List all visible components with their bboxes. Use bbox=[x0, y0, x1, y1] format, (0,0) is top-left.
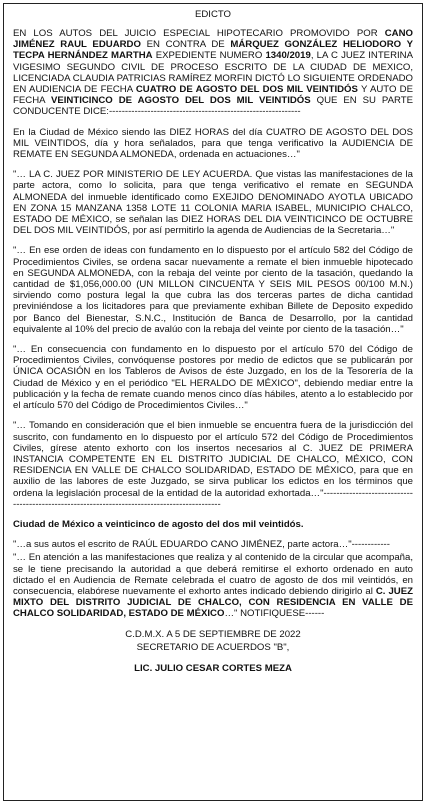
paragraph-publication: "… En consecuencia con fundamento en lo dispuesto por el artículo 570 del Código de Procedimientos Civiles, convóquense postores por medio de edictos que se publicarán por ÚNICA OCASIÓN en los Tableros de Avisos de éste Juzgado, en los de la Tesorería de la Ciudad de México y en el periódico "EL HERALDO DE MÉXICO", debiendo mediar entre la publicación y la fecha de remate cuando menos cinco días hábiles, atento a lo establecido por el artículo 570 del Código de Procedimientos Civiles…" bbox=[13, 344, 413, 412]
notification-text: …" NOTIFIQUESE------ bbox=[224, 608, 325, 620]
paragraph-notification bbox=[13, 552, 413, 619]
notification-text: "… En atención a las manifestaciones que realiza y al contenido de la circular que acompaña, se le tiene precisando la autoridad a que deberá remitirse el exhorto ordenado en auto dictado el en Audiencia de Remate celebrada el cuatro de agosto de dos mil veintidós, en consecuencia, elabórese nuevamente el exhorto antes indicado debiendo dirigirlo al bbox=[13, 552, 413, 597]
case-number: 1340/2019 bbox=[265, 50, 311, 62]
place-date: C.D.M.X. A 5 DE SEPTIEMBRE DE 2022 bbox=[125, 628, 301, 640]
intro-text: EN LOS AUTOS DEL JUICIO ESPECIAL HIPOTECARIO PROMOVIDO POR bbox=[13, 28, 385, 39]
hearing-date: CUATRO DE AGOSTO DEL DOS MIL VEINTIDÓS bbox=[135, 84, 358, 96]
intro-text: EXPEDIENTE NUMERO bbox=[152, 50, 266, 62]
second-order-date: Ciudad de México a veinticinco de agosto del dos mil veintidós. bbox=[13, 518, 304, 530]
paragraph-exhorto: "… Tomando en consideración que el bien inmueble se encuentra fuera de la jurisdicción del suscrito, con fundamento en lo dispuesto por el artículo 572 del Código de Procedimientos Civiles, gírese atento exhorto con los insertos necesarios al C. JUEZ DE PRIMERA INSTANCIA COMPETENTE EN EL DISTRITO JUDICIAL DE CHALCO, MÉXICO, CON RESIDENCIA EN VALLE DE CHALCO SOLIDARIDAD, ESTADO DE MÉXICO, para que en auxilio de las labores de este Juzgado, se sirva publicar los edictos en los términos que ordena la legislación procesal de la entidad de la autoridad exhortada…"--------------------------------------------------------------------------------------------- bbox=[13, 420, 413, 510]
edict-frame bbox=[3, 3, 423, 801]
intro-text: QUE EN SU PARTE CONDUCENTE DICE:------------------------------------------------------------ bbox=[13, 95, 413, 118]
defendant-names: MÁRQUEZ GONZÁLEZ HELIODORO Y TECPA HERNÁNDEZ MARTHA bbox=[13, 39, 413, 62]
paragraph-agreement: "… LA C. JUEZ POR MINISTERIO DE LEY ACUERDA. Que vistas las manifestaciones de la parte actora, como lo solicita, para que tenga verificativo el remate en SEGUNDA ALMONEDA del inmueble identificado como EXEJIDO DENOMINADO AYOTLA UBICADO EN ZONA 15 MANZANA 1358 LOTE 11 COLONIA MARIA ISABEL, MUNICIPIO CHALCO, ESTADO DE MÉXICO, se señalan las DIEZ HORAS DEL DIA VEINTICINCO DE OCTUBRE DEL DOS MIL VEINTIDÓS, por así permitirlo la agenda de Audiencias de la Secretaria…" bbox=[13, 169, 413, 237]
plaintiff-name: CANO JIMÉNEZ RAUL EDUARDO bbox=[13, 28, 413, 51]
paragraph-auction-terms: "… En ese orden de ideas con fundamento en lo dispuesto por el artículo 582 del Código de Procedimientos Civiles, se ordena sacar nuevamente a remate el bien inmueble hipotecado en SEGUNDA ALMONEDA, con la rebaja del veinte por ciento de la tasación, quedando la cantidad de $1,056,000.00 (UN MILLON CINCUENTA Y SEIS MIL PESOS 00/100 M.N.) sirviendo como postura legal la que cubra las dos terceras partes de dicha cantidad previniéndose a los licitadores para que previamente exhiban Billete de Deposito expedido por Banco del Bienestar, S.N.C., Institución de Banca de Desarrollo, por la cantidad equivalente al 10% del precio de avalúo con la rebaja del veinte por ciento de la tasación…" bbox=[13, 245, 413, 335]
order-date: VEINTICINCO DE AGOSTO DEL DOS MIL VEINTIDÓS bbox=[50, 95, 311, 107]
paragraph-hearing: En la Ciudad de México siendo las DIEZ HORAS del día CUATRO DE AGOSTO DEL DOS MIL VEINTIDOS, día y hora señalados, para que tenga verificativo la AUDIENCIA DE REMATE EN SEGUNDA ALMONEDA, ordenada en actuaciones…" bbox=[13, 126, 413, 161]
secretary-title: SECRETARIO DE ACUERDOS "B", bbox=[136, 641, 290, 653]
paragraph-intro bbox=[13, 28, 413, 118]
intro-text: , LA C JUEZ INTERINA VIGESIMO SEGUNDO CIVIL DE PROCESO ESCRITO DE LA CIUDAD DE MEXICO, LICENCIADA CLAUDIA PATRICIAS RAMÍREZ MORFIN DICTÓ LO SIGUIENTE ORDENADO EN AUDIENCIA DE FECHA bbox=[13, 50, 413, 96]
intro-text: Y AUTO DE FECHA bbox=[13, 84, 414, 107]
paragraph-filing: "…a sus autos el escrito de RAÚL EDUARDO CANO JIMÉNEZ, parte actora…"------------ bbox=[13, 539, 390, 551]
signer-name: LIC. JULIO CESAR CORTES MEZA bbox=[134, 662, 292, 674]
intro-text: EN CONTRA DE bbox=[140, 39, 231, 51]
court-authority: C. JUEZ MIXTO DEL DISTRITO JUDICIAL DE CHALCO, CON RESIDENCIA EN VALLE DE CHALCO SOLIDARIDAD, ESTADO DE MÉXICO bbox=[13, 585, 413, 620]
paragraph-second-date bbox=[13, 519, 413, 530]
document-title: EDICTO bbox=[194, 9, 232, 20]
